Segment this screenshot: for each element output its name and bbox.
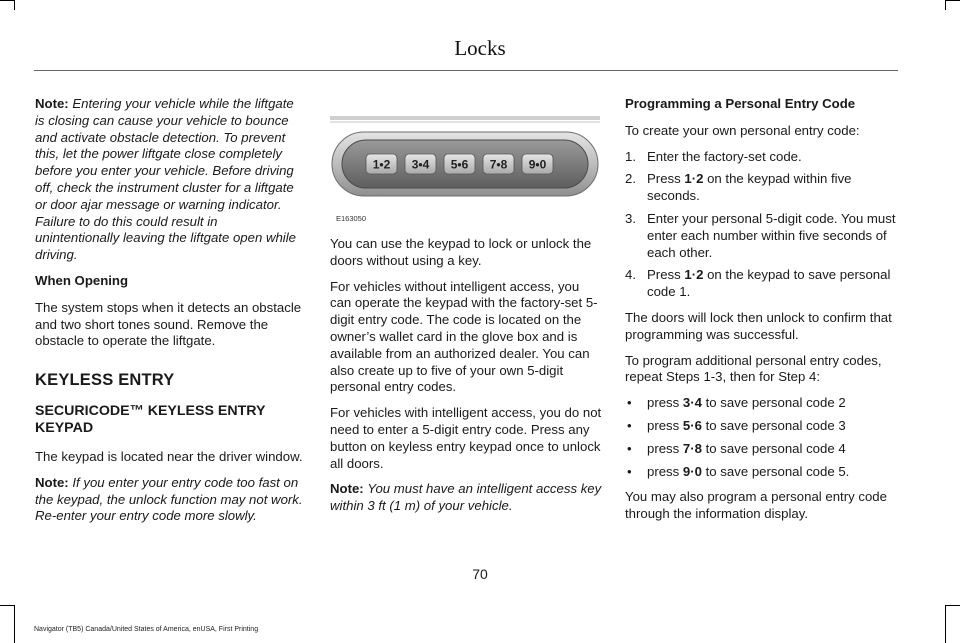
keypad-keys xyxy=(366,154,553,174)
note-label: Note: xyxy=(330,481,364,497)
list-item xyxy=(625,441,897,458)
keypad-figure xyxy=(330,116,600,226)
note-label: Note: xyxy=(35,96,69,111)
step-number: 2. xyxy=(625,171,636,187)
liftgate-note xyxy=(35,96,305,264)
crop-mark xyxy=(945,0,946,10)
keypad-usage-text: You can use the keypad to lock or unlock the doors without using a key. xyxy=(330,236,592,268)
bullet-text: press xyxy=(647,395,683,411)
bullet-text: to save personal code 5. xyxy=(701,463,850,479)
entry-speed-note xyxy=(35,475,305,525)
note-body: You must have an intelligent access key within 3 ft (1 m) of your vehicle. xyxy=(330,481,602,514)
key-label: 1·2 xyxy=(684,267,704,283)
crop-mark xyxy=(0,605,14,606)
when-opening-heading: When Opening xyxy=(35,272,129,288)
crop-mark xyxy=(14,0,15,10)
information-display-text: You may also program a personal entry code through the information display. xyxy=(625,489,887,522)
keypad-key-label: 9•0 xyxy=(528,157,547,172)
crop-mark xyxy=(946,0,960,1)
confirmation-text: The doors will lock then unlock to confirm that programming was successful. xyxy=(625,309,892,342)
intelligent-key-note xyxy=(330,481,602,515)
bullet: • xyxy=(627,440,632,456)
print-footer: Navigator (TB5) Canada/United States of America, enUSA, First Printing xyxy=(34,626,259,633)
with-intelligent-access-text: For vehicles with intelligent access, you do not need to enter a 5-digit entry code. Press any button on keyless entry keypad once to unlock all doors. xyxy=(330,405,602,471)
keypad-key-label: 5•6 xyxy=(450,157,469,172)
key-label: 3·4 xyxy=(682,395,702,411)
keypad-key-label: 7•8 xyxy=(489,157,508,172)
bullet-text: to save personal code 2 xyxy=(701,395,846,411)
step-text: on the keypad to save personal code 1. xyxy=(647,267,891,300)
list-item xyxy=(625,171,897,205)
middle-column xyxy=(330,236,602,524)
bullet-text: to save personal code 3 xyxy=(701,417,846,433)
step-text: Enter the factory-set code. xyxy=(647,148,802,164)
keypad-key-label: 3•4 xyxy=(411,157,430,172)
crop-mark xyxy=(14,605,15,643)
list-item xyxy=(625,267,897,301)
step-number: 4. xyxy=(625,267,636,283)
key-label: 5·6 xyxy=(682,417,702,433)
figure-id: E163050 xyxy=(336,214,367,223)
list-item xyxy=(625,211,897,261)
when-opening-body: The system stops when it detects an obstacle and two short tones sound. Remove the obstacle to operate the liftgate. xyxy=(35,299,302,349)
keypad-location-text: The keypad is located near the driver window. xyxy=(35,448,303,464)
bullet-text: press xyxy=(647,440,683,456)
list-item xyxy=(625,395,897,412)
list-item xyxy=(625,418,897,435)
page-header-title: Locks xyxy=(454,36,506,60)
section-heading: KEYLESS ENTRY xyxy=(35,371,175,390)
list-item xyxy=(625,149,897,166)
right-column xyxy=(625,96,897,532)
crop-mark xyxy=(0,0,14,1)
door-trim-strip xyxy=(330,116,600,120)
note-label: Note: xyxy=(35,474,69,490)
programming-steps xyxy=(625,149,897,301)
key-label: 9·0 xyxy=(682,463,702,479)
keypad-key-label: 1•2 xyxy=(372,157,391,172)
step-text: on the keypad within five seconds. xyxy=(647,171,852,204)
note-body: Entering your vehicle while the liftgate is closing can cause your vehicle to bounce and activate obstacle detection. To prevent this, let the power liftgate close completely before you enter your vehicle. Before driving off, check the instrument cluster for a liftgate or door ajar message or warning indicator. Failure to do this could result in unintentionally leaving the liftgate open while driving. xyxy=(35,96,297,263)
crop-mark xyxy=(946,605,960,606)
page-number: 70 xyxy=(472,566,488,582)
without-intelligent-access-text: For vehicles without intelligent access, you can operate the keypad with the factory-set 5-digit entry code. The code is located on the owner’s wallet card in the glove box and is available from an authorized dealer. You can also create up to five of your own 5-digit personal entry codes. xyxy=(330,278,598,395)
bullet: • xyxy=(627,463,632,479)
programming-heading: Programming a Personal Entry Code xyxy=(625,96,856,111)
header-divider xyxy=(34,70,898,71)
door-trim-strip xyxy=(330,121,600,123)
bullet-text: press xyxy=(647,417,683,433)
left-column xyxy=(35,96,305,534)
crop-mark xyxy=(945,605,946,643)
step-text: Press xyxy=(647,171,685,187)
bullet: • xyxy=(627,417,632,433)
step-text: Press xyxy=(647,267,685,283)
additional-codes-text: To program additional personal entry codes, repeat Steps 1-3, then for Step 4: xyxy=(625,352,882,385)
key-label: 7·8 xyxy=(682,440,702,456)
bullet-text: to save personal code 4 xyxy=(701,440,846,456)
step-number: 1. xyxy=(625,148,636,164)
key-label: 1·2 xyxy=(684,171,704,187)
list-item xyxy=(625,464,897,481)
subsection-heading: SECURICODE™ KEYLESS ENTRY KEYPAD xyxy=(35,402,266,436)
bullet: • xyxy=(627,395,632,411)
bullet-text: press xyxy=(647,463,683,479)
step-text: Enter your personal 5-digit code. You must enter each number within five seconds of each other. xyxy=(647,210,896,260)
additional-codes-list xyxy=(625,395,897,480)
programming-intro: To create your own personal entry code: xyxy=(625,122,860,138)
step-number: 3. xyxy=(625,210,636,226)
note-body: If you enter your entry code too fast on the keypad, the unlock function may not work. Re-enter your entry code more slowly. xyxy=(35,474,303,524)
keypad-illustration xyxy=(330,116,600,212)
